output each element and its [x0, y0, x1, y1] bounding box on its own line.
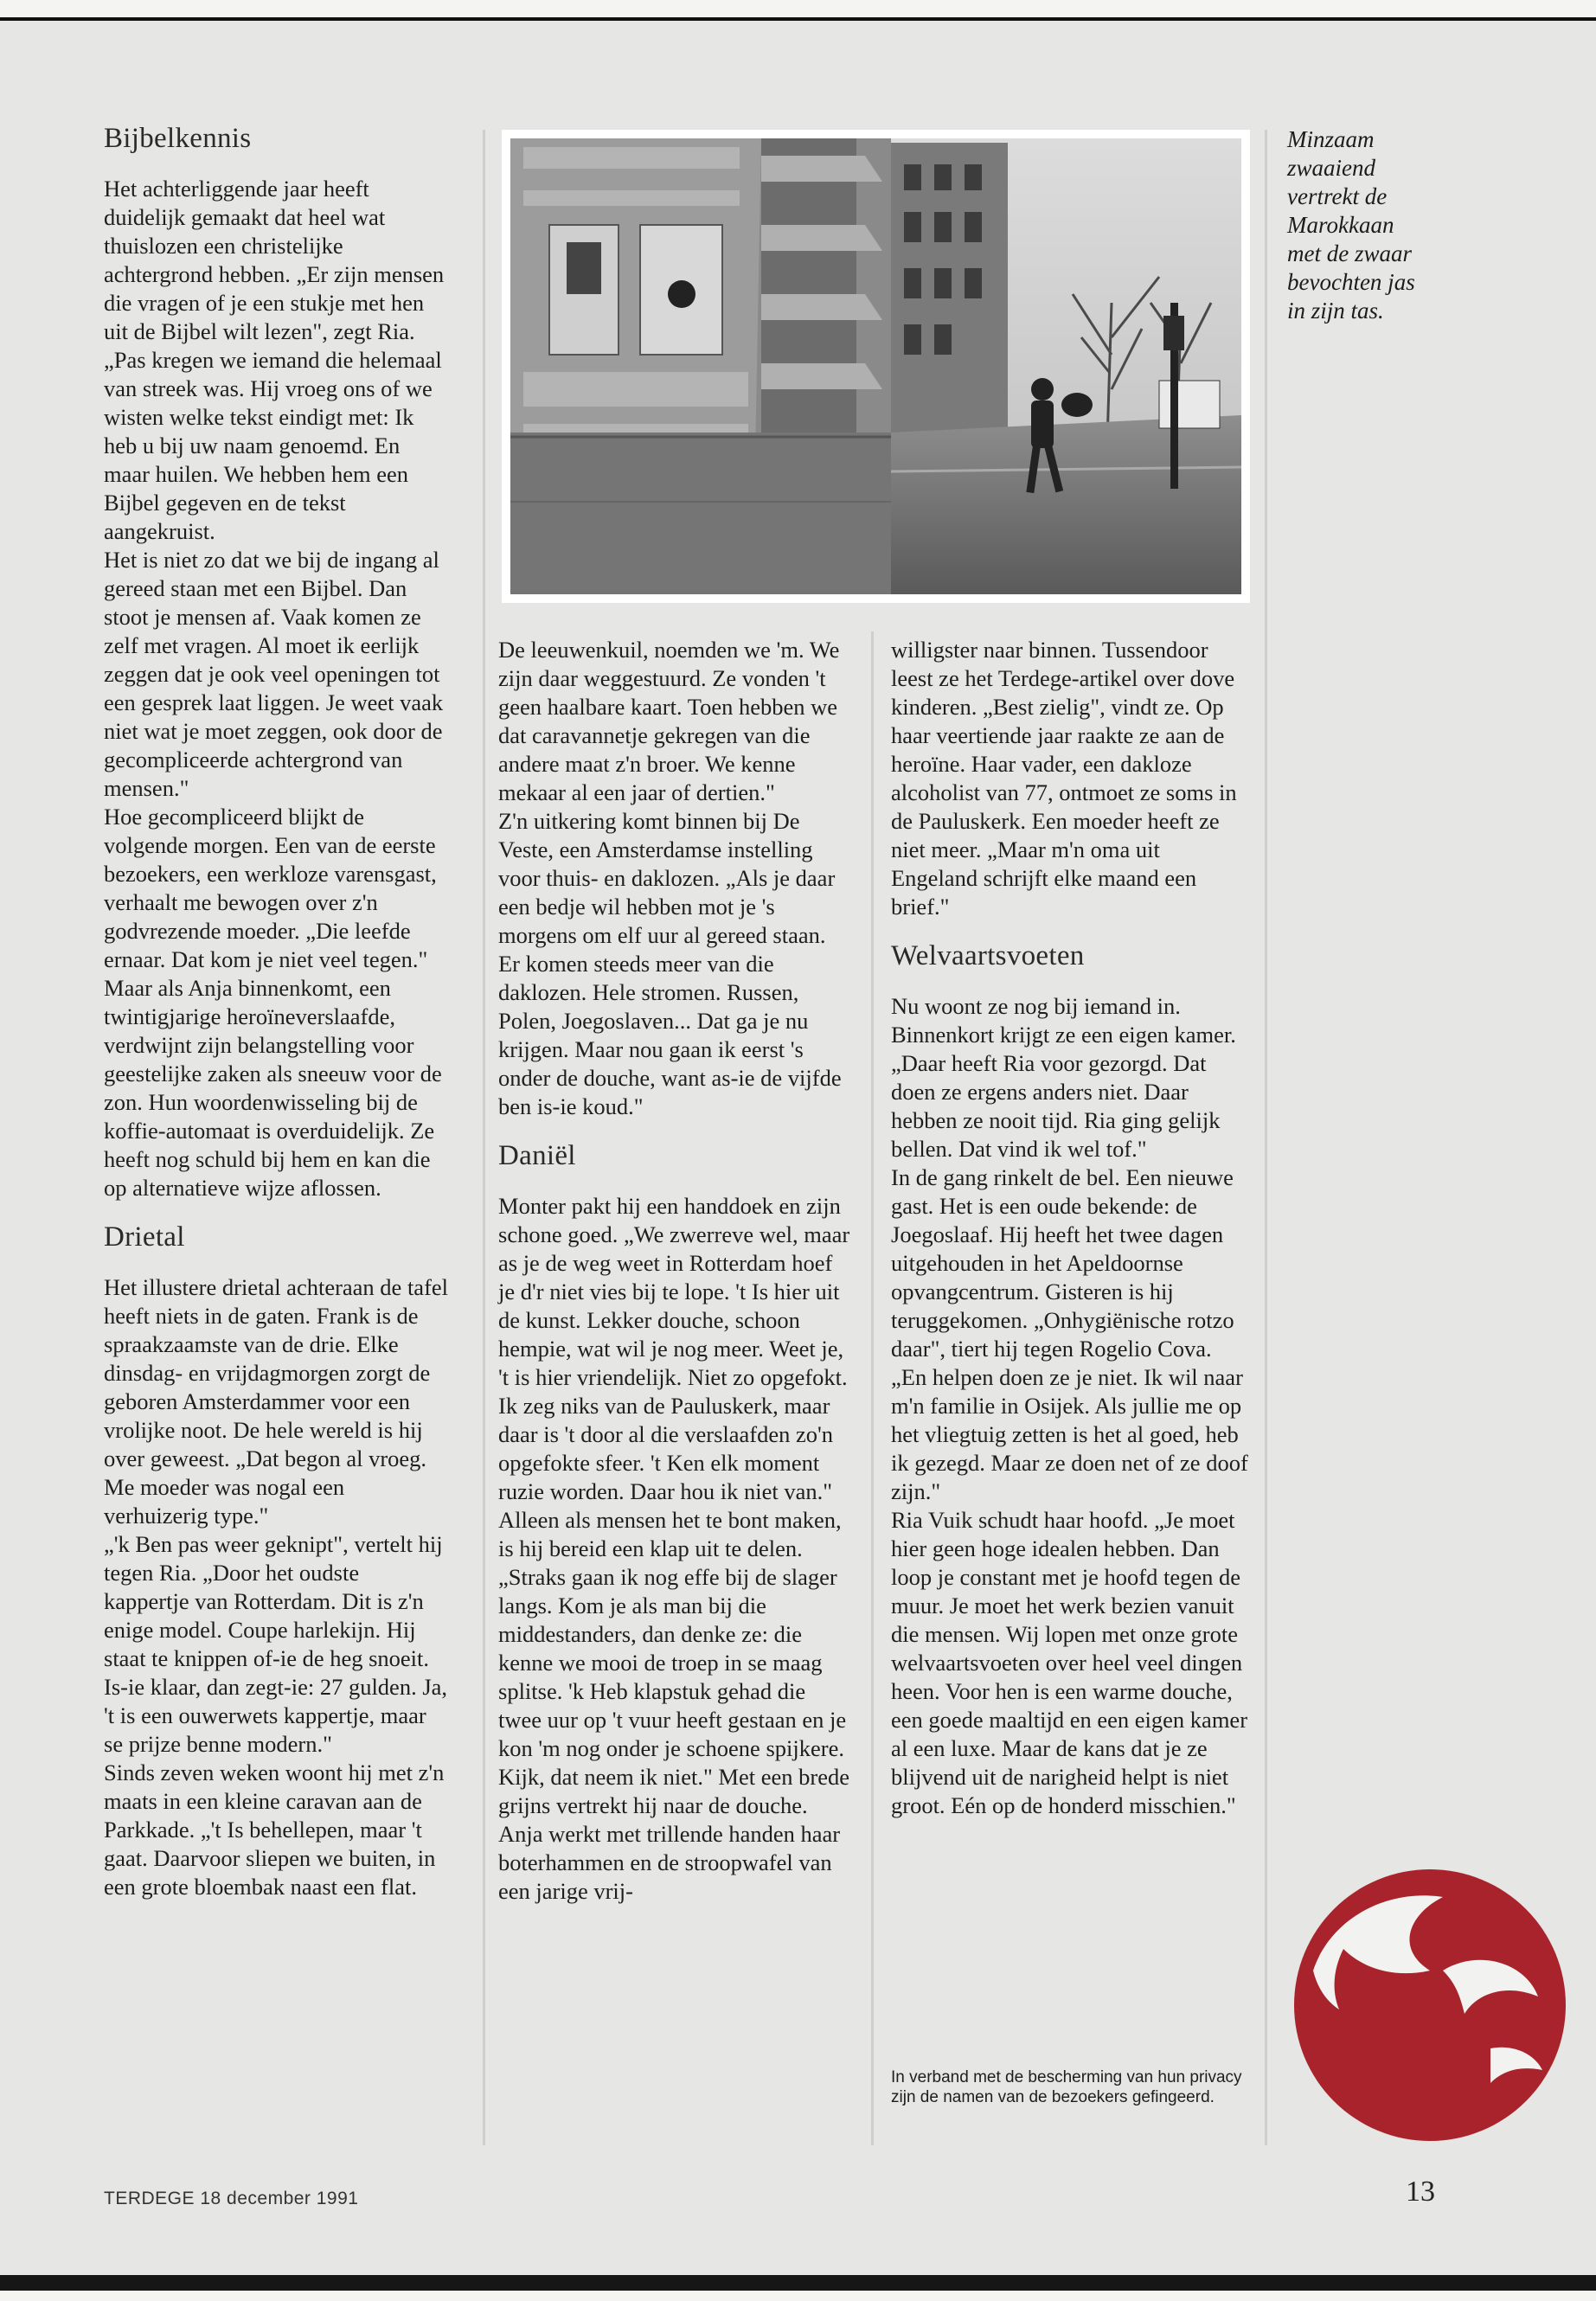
caption-line: zwaaiend — [1287, 155, 1376, 181]
paragraph: De leeuwenkuil, noemden we 'm. We zijn daar weggestuurd. Ze vonden 't geen haalbare kaart. Toen hebben we dat caravannetje gekregen van die andere maat z'n broer. We kenne mekaar al een jaar of dertien." — [498, 637, 840, 805]
caption-line: Marokkaan — [1287, 212, 1394, 238]
paragraph: Sinds zeven weken woont hij met z'n maats in een kleine caravan aan de Parkkade. „'t Is behellepen, maar 't gaat. Daarvoor sliepen we buiten, in een grote bloembak naast een flat. — [104, 1759, 445, 1900]
paragraph: Alleen als mensen het te bont maken, is hij bereid een klap uit te delen. „Straks gaan ik nog effe bij de slager langs. Kom je als man bij die middestanders, dan denke ze: die kenne we mooi de troep in se maag splitse. 'k Heb klapstuk gehad die twee uur op 't vuur heeft gestaan en je kon 'm nog onder je schoene spijkere. Kijk, dat neem ik niet." Met een brede grijns vertrekt hij naar de douche. — [498, 1507, 849, 1818]
heading-daniel: Daniël — [498, 1140, 576, 1171]
pauluskerk-logo — [1292, 1867, 1568, 2144]
page-number: 13 — [1406, 2176, 1435, 2208]
caption-line: vertrekt de — [1287, 183, 1388, 209]
privacy-note: In verband met de bescherming van hun privacy zijn de namen van de bezoekers gefingeerd. — [891, 2068, 1242, 2106]
column-divider — [483, 130, 485, 2145]
logo-icon — [1292, 1867, 1568, 2144]
paragraph: In de gang rinkelt de bel. Een nieuwe gast. Het is een oude bekende: de Joegoslaaf. Hij heeft het twee dagen uitgehouden in het Apeldoornse opvangcentrum. Gisteren is hij teruggekomen. „Onhygiënische rotzo daar", tiert hij tegen Rogelio Cova. „En helpen doen ze je niet. Ik wil naar m'n familie in Osijek. Als jullie me op het vliegtuig zetten is het al goed, heb ik gezegd. Maar ze doen net of ze doof zijn." — [891, 1164, 1248, 1504]
paragraph: Nu woont ze nog bij iemand in. Binnenkort krijgt ze een eigen kamer. „Daar heeft Ria voor gezorgd. Dat doen ze ergens anders niet. Daar hebben ze nooit tijd. Ria ging gelijk bellen. Dat vind ik wel tof." — [891, 993, 1236, 1162]
street-scene-photo-icon — [502, 130, 1250, 603]
paragraph: „'k Ben pas weer geknipt", vertelt hij tegen Ria. „Door het oudste kappertje van Rotterdam. Dit is z'n enige model. Coupe harlekijn. Hij staat te knippen of-ie de heg snoeit. Is-ie klaar, dan zegt-ie: 27 gulden. Ja, 't is een ouwerwets kappertje, maar se prijze benne modern." — [104, 1531, 448, 1757]
paragraph: Ria Vuik schudt haar hoofd. „Je moet hier geen hoge idealen hebben. Dan loop je constant met je hoofd tegen de muur. Je moet het werk bezien vanuit die mensen. Wij lopen met onze grote welvaartsvoeten over heel veel dingen heen. Voor hen is een warme douche, een goede maaltijd en een eigen kamer al een luxe. Maar de kans dat je ze blijvend uit de narigheid helpt is niet groot. Eén op de honderd misschien." — [891, 1507, 1248, 1818]
caption-line: bevochten jas — [1287, 269, 1415, 295]
paragraph: willigster naar binnen. Tussendoor leest ze het Terdege-artikel over dove kinderen. „Best zielig", vindt ze. Op haar veertiende jaar raakte ze aan de heroïne. Haar vader, een dakloze alcoholist van 77, ontmoet ze soms in de Pauluskerk. Een moeder heeft ze niet meer. „Maar m'n oma uit Engeland schrijft elke maand een brief." — [891, 637, 1237, 920]
paragraph: Het is niet zo dat we bij de ingang al gereed staan met een Bijbel. Dan stoot je mensen af. Vaak komen ze zelf met vragen. Al moet ik eerlijk zeggen dat je ook veel openingen tot een gesprek laat liggen. Je weet vaak niet wat je moet zeggen, ook door de gecompliceerde achtergrond van mensen." — [104, 547, 444, 801]
street-photo — [502, 130, 1250, 603]
paragraph: Hoe gecompliceerd blijkt de volgende morgen. Een van de eerste bezoekers, een werkloze varensgast, verhaalt me bewogen over z'n godvrezende moeder. „Die leefde ernaar. Dat kom je niet veel tegen." Maar als Anja binnenkomt, een twintigjarige heroïneverslaafde, verdwijnt zijn belangstelling voor geestelijke zaken als sneeuw voor de zon. Hun woordenwisseling bij de koffie-automaat is overduidelijk. Ze heeft nog schuld bij hem en kan die op alternatieve wijze aflossen. — [104, 804, 442, 1201]
photo-caption — [1287, 125, 1460, 325]
column-1 — [104, 121, 450, 1901]
column-divider — [1265, 130, 1267, 2145]
caption-line: in zijn tas. — [1287, 298, 1384, 324]
bottom-border — [0, 2275, 1596, 2291]
column-3 — [891, 636, 1250, 1820]
paragraph: Anja werkt met trillende handen haar boterhammen en de stroopwafel van een jarige vrij- — [498, 1821, 841, 1904]
heading-welvaartsvoeten: Welvaartsvoeten — [891, 940, 1085, 971]
paragraph: Het achterliggende jaar heeft duidelijk gemaakt dat heel wat thuislozen een christelijke achtergrond hebben. „Er zijn mensen die vragen of je een stukje met hen uit de Bijbel wilt lezen", zegt Ria. „Pas kregen we iemand die helemaal van streek was. Hij vroeg ons of we wisten welke tekst eindigt met: Ik heb u bij uw naam genoemd. En maar huilen. We hebben hem een Bijbel gegeven en de tekst aangekruist. — [104, 176, 445, 544]
column-2 — [498, 636, 853, 1906]
paragraph: Het illustere drietal achteraan de tafel heeft niets in de gaten. Frank is de spraakzaamste van de drie. Elke dinsdag- en vrijdagmorgen zorgt de geboren Amsterdammer voor een vrolijke noot. De hele wereld is hij over geweest. „Dat begon al vroeg. Me moeder was nogal een verhuizerig type." — [104, 1274, 449, 1529]
heading-bijbelkennis: Bijbelkennis — [104, 123, 252, 154]
paragraph: Monter pakt hij een handdoek en zijn schone goed. „We zwerreve wel, maar as je de weg weet in Rotterdam hoef je d'r niet vies bij te lope. 't Is hier uit de kunst. Lekker douche, schoon hempie, wat wil je nog meer. Weet je, 't is hier vriendelijk. Niet zo opgefokt. Ik zeg niks van de Pauluskerk, maar daar is 't door al die verslaafden zo'n opgefokte sfeer. 't Ken elk moment ruzie worden. Daar hou ik niet van." — [498, 1193, 850, 1504]
caption-line: met de zwaar — [1287, 240, 1412, 266]
column-divider — [871, 631, 874, 2145]
publication-footer: TERDEGE 18 december 1991 — [104, 2189, 359, 2208]
heading-drietal: Drietal — [104, 1221, 185, 1253]
paragraph: Z'n uitkering komt binnen bij De Veste, een Amsterdamse instelling voor thuis- en daklozen. „Als je daar een bedje wil hebben mot je 's morgens om elf uur al gereed staan. Er komen steeds meer van die daklozen. Hele stromen. Russen, Polen, Joegoslaven... Dat ga je nu krijgen. Maar nou gaan ik eerst 's onder de douche, want as-ie de vijfde ben is-ie koud." — [498, 808, 842, 1119]
caption-line: Minzaam — [1287, 126, 1375, 152]
